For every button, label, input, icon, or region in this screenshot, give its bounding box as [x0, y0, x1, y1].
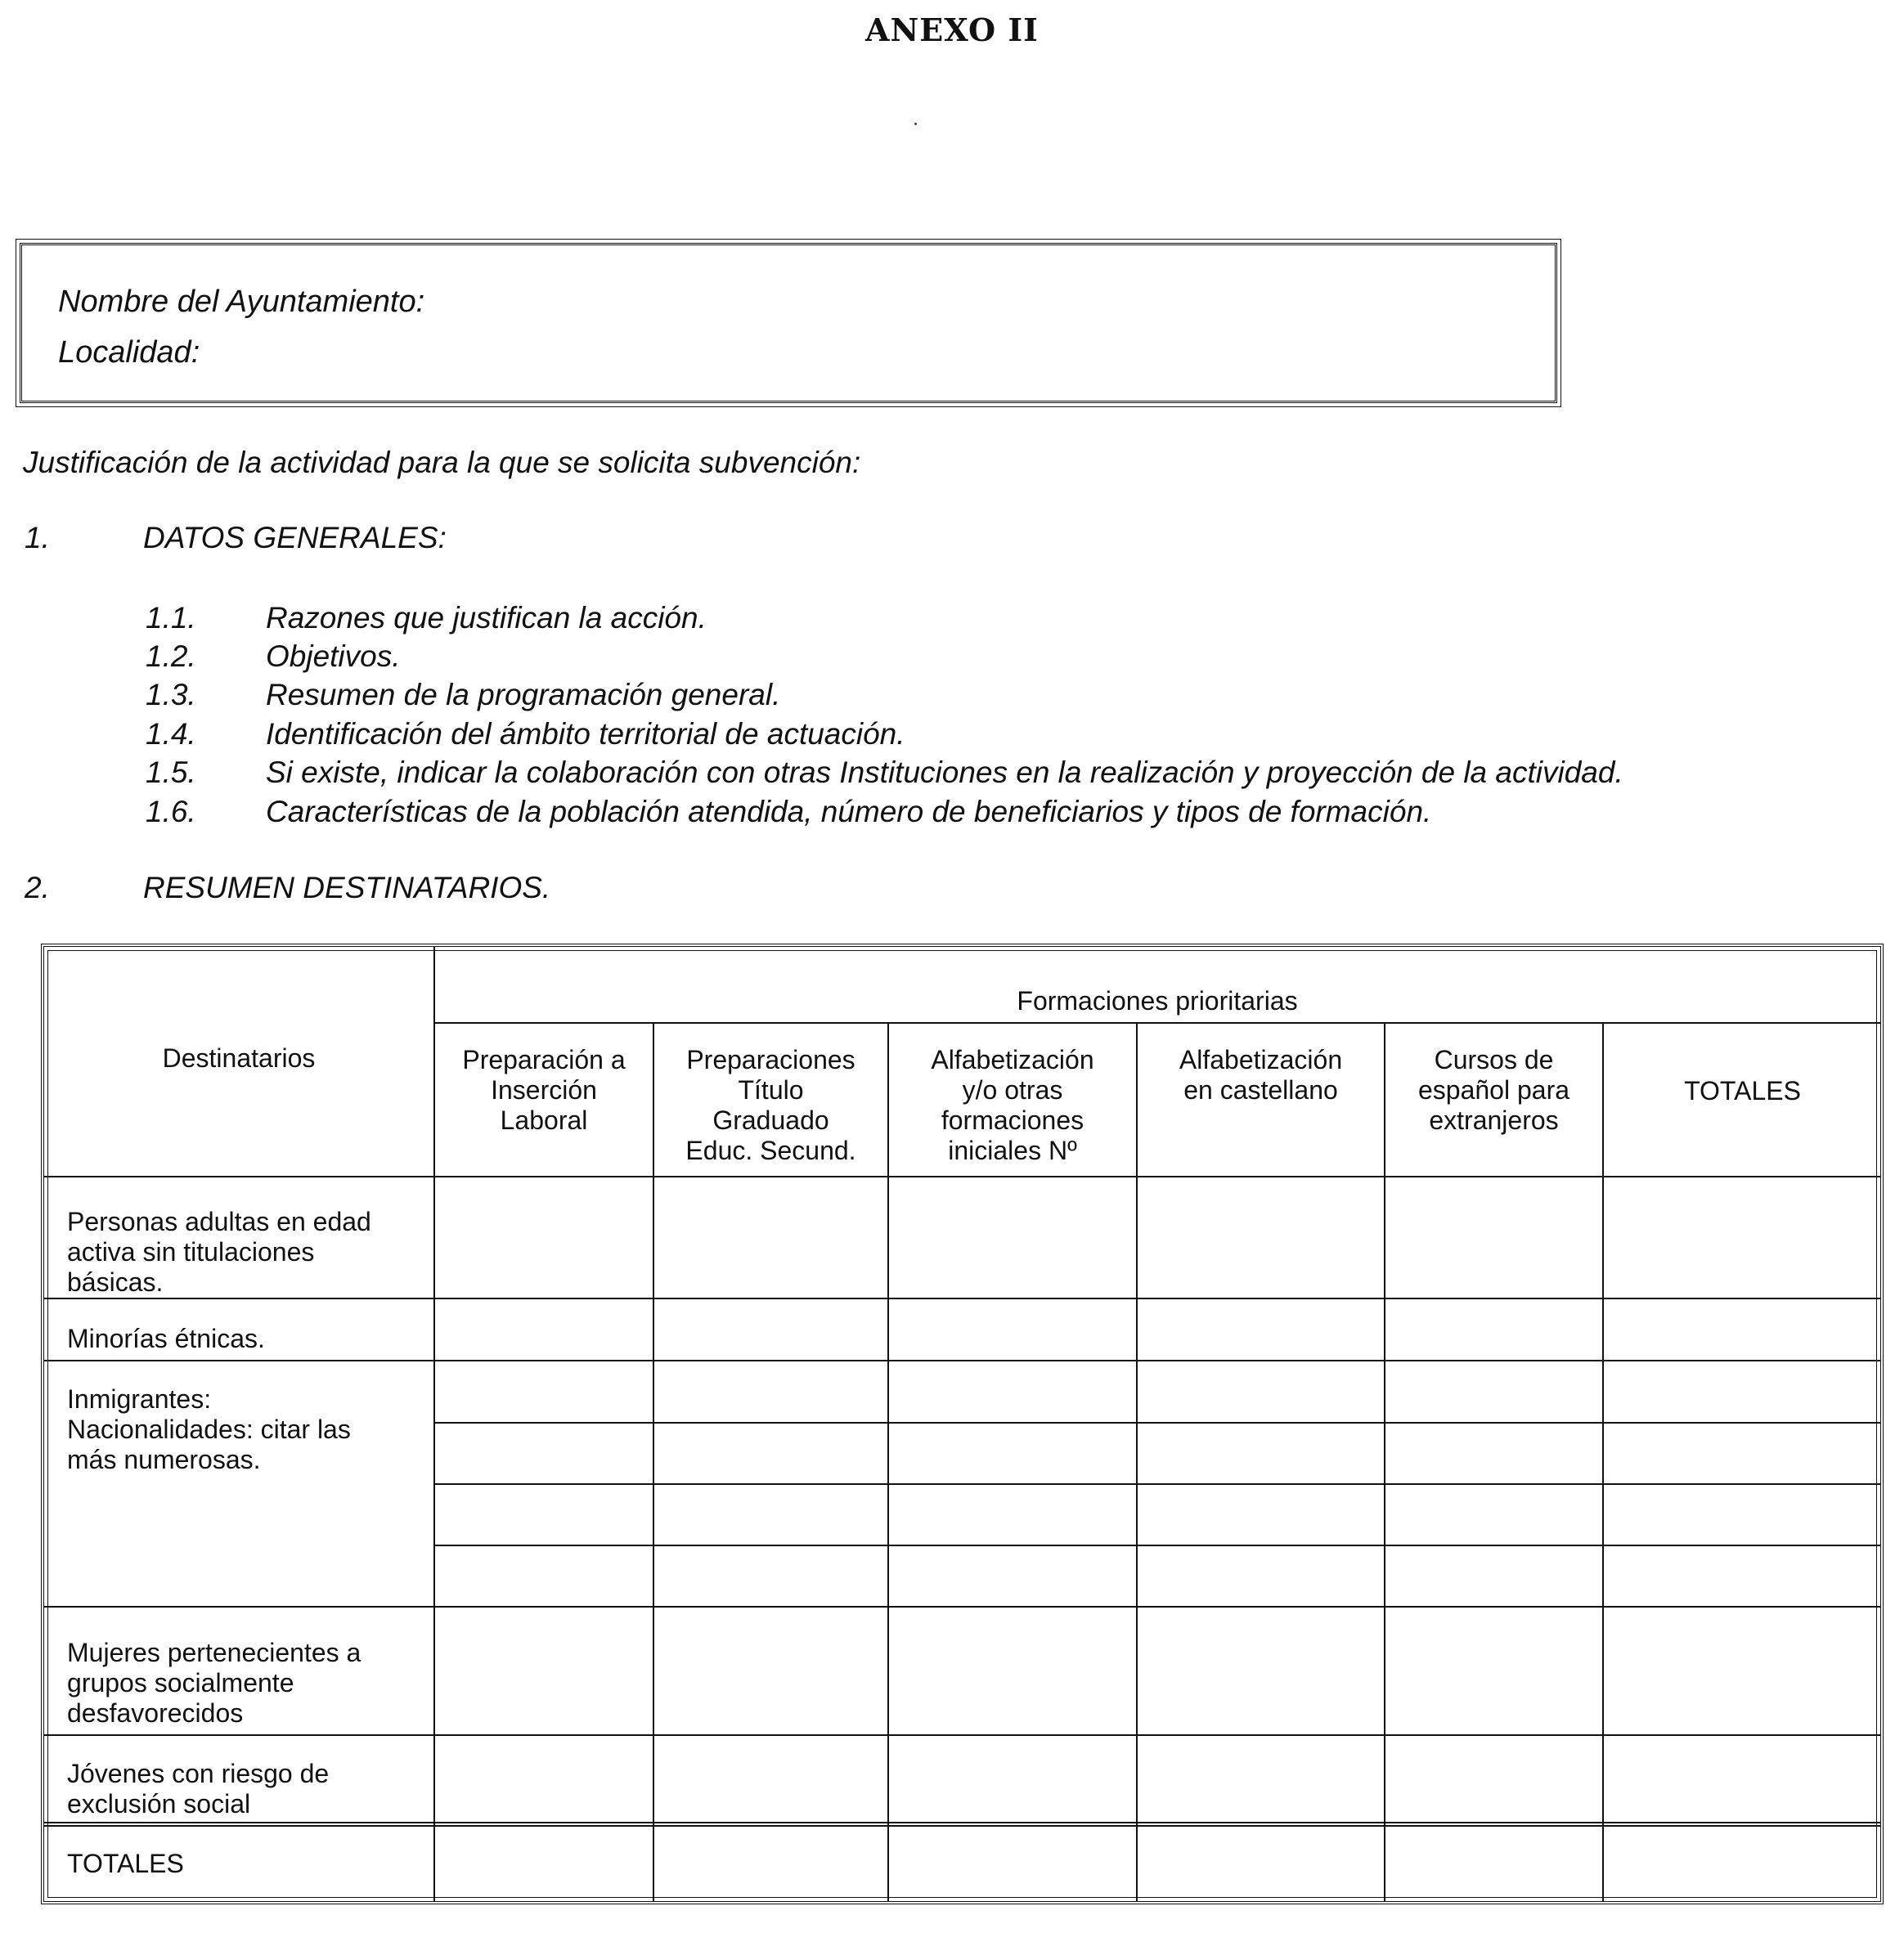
row-label: Minorías étnicas. — [67, 1324, 265, 1353]
row-label: Inmigrantes: Nacionalidades: citar las más numerosas. — [67, 1384, 351, 1474]
item-number: 1.4. — [146, 717, 196, 751]
row-label: Personas adultas en edad activa sin titulaciones básicas. — [67, 1207, 371, 1297]
destinatarios-table — [41, 944, 1884, 1904]
localidad-label: Localidad: — [58, 335, 200, 370]
item-number: 1.6. — [146, 795, 196, 828]
section2-number: 2. — [25, 871, 50, 904]
row-label: Mujeres pertenecientes a grupos socialmente desfavorecidos — [67, 1638, 361, 1728]
row-header: Destinatarios — [162, 1043, 316, 1073]
item-number: 1.2. — [146, 639, 196, 673]
row-label: Jóvenes con riesgo de exclusión social — [67, 1759, 330, 1819]
column-header: Preparación a Inserción Laboral — [462, 1045, 626, 1135]
item-number: 1.5. — [146, 756, 196, 789]
item-text: Razones que justifican la acción. — [266, 601, 707, 635]
ayuntamiento-label: Nombre del Ayuntamiento: — [58, 285, 425, 319]
item-text: Si existe, indicar la colaboración con otras Instituciones en la realización y proyección de la actividad. — [266, 756, 1623, 789]
item-number: 1.1. — [146, 601, 196, 635]
section2-heading: RESUMEN DESTINATARIOS. — [143, 871, 551, 904]
info-box — [20, 243, 1557, 403]
group-header: Formaciones prioritarias — [1017, 986, 1298, 1016]
section1-number: 1. — [25, 521, 50, 554]
item-number: 1.3. — [146, 678, 196, 711]
justificacion-text: Justificación de la actividad para la que se solicita subvención: — [23, 446, 861, 479]
column-header: Preparaciones Título Graduado Educ. Secund. — [685, 1045, 856, 1165]
item-text: Objetivos. — [266, 639, 401, 673]
stray-dot — [914, 123, 917, 125]
item-text: Características de la población atendida, número de beneficiarios y tipos de formación. — [266, 795, 1432, 828]
section1-heading: DATOS GENERALES: — [143, 521, 447, 554]
row-label: TOTALES — [67, 1849, 184, 1878]
column-header: Alfabetización en castellano — [1179, 1045, 1343, 1105]
page-title: ANEXO II — [865, 11, 1039, 48]
item-text: Identificación del ámbito territorial de actuación. — [266, 717, 905, 751]
column-header: TOTALES — [1684, 1076, 1801, 1106]
item-text: Resumen de la programación general. — [266, 678, 781, 711]
column-header: Cursos de español para extranjeros — [1417, 1045, 1570, 1135]
column-header: Alfabetización y/o otras formaciones iniciales Nº — [931, 1045, 1094, 1165]
